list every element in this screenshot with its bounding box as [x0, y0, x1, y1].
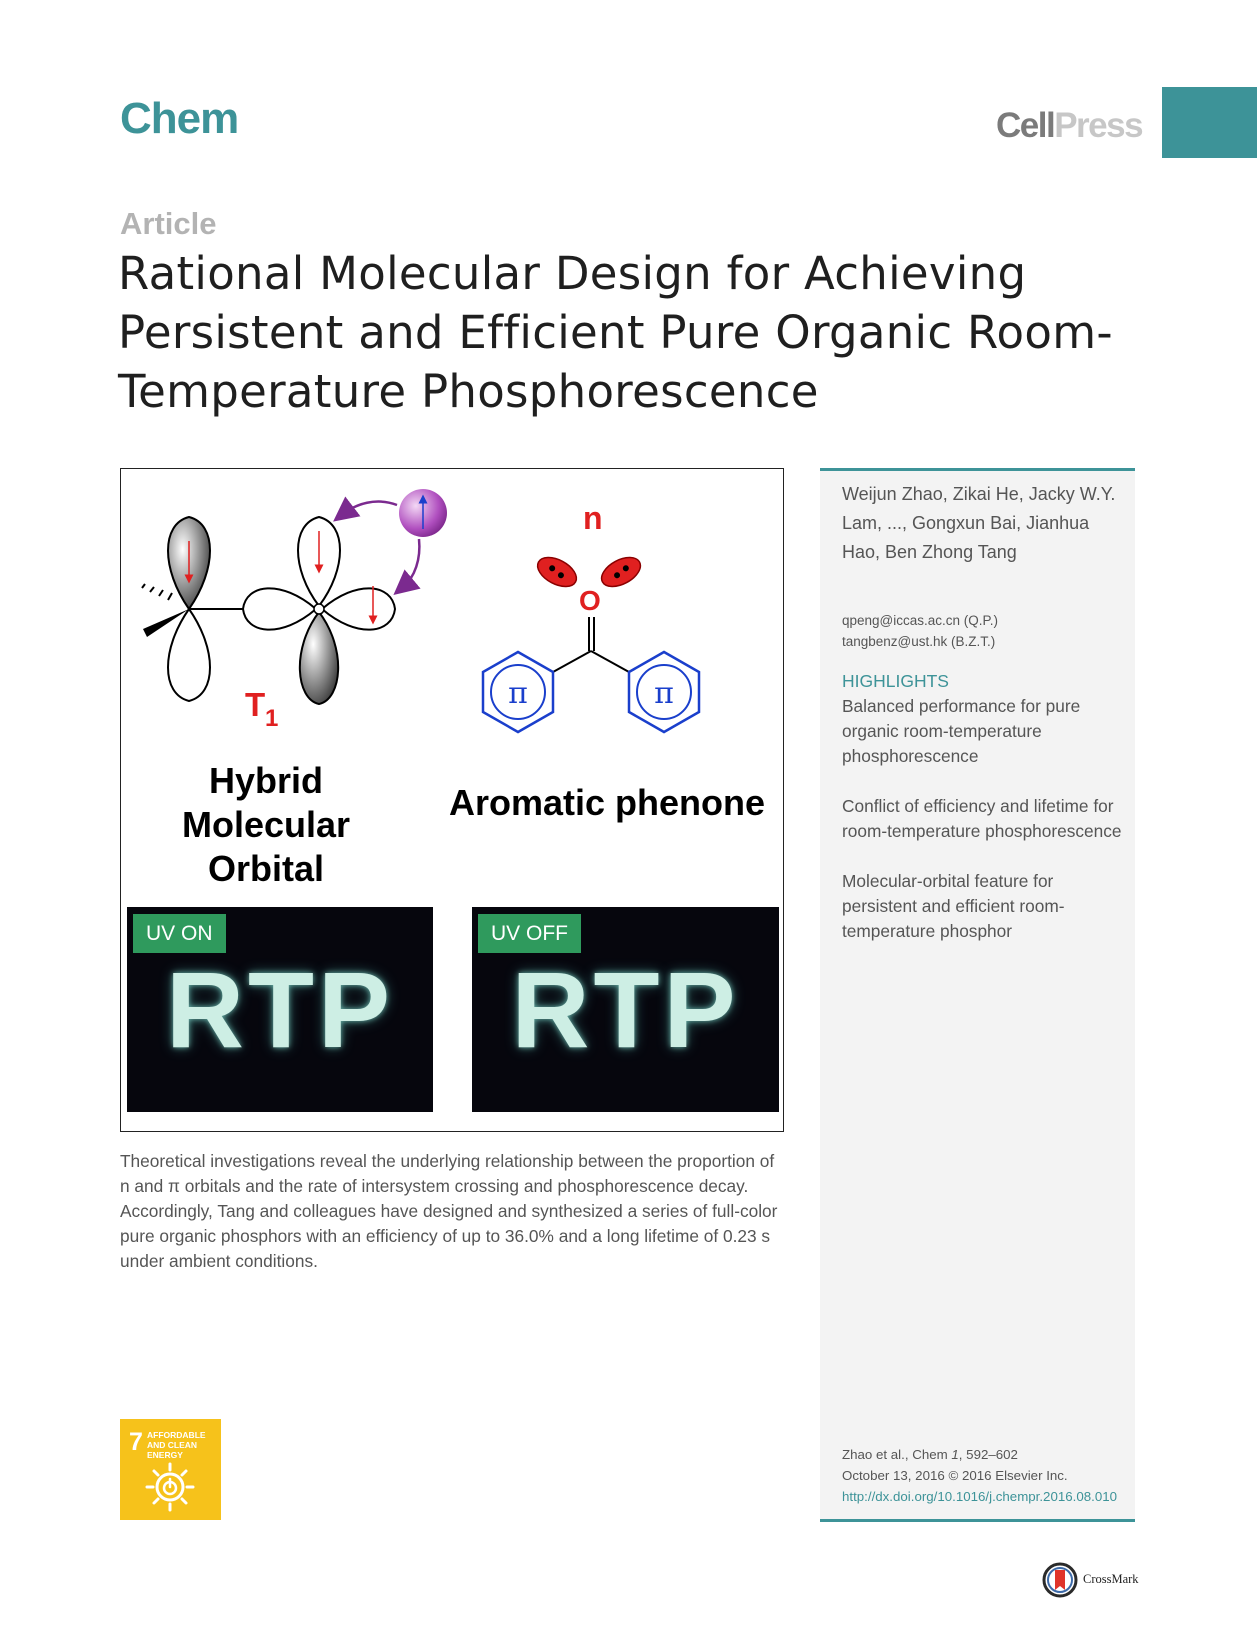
n-orbital-label: n — [583, 500, 603, 536]
right-hybrid-orbital — [243, 517, 395, 704]
article-type-label: Article — [120, 206, 217, 241]
graphical-abstract — [120, 468, 784, 1132]
photo-uv-off — [472, 907, 779, 1112]
highlight-item: Molecular-orbital feature for persistent and efficient room-temperature phosphor — [842, 871, 1065, 941]
email-link-2[interactable]: tangbenz@ust.hk (B.Z.T.) — [842, 634, 996, 649]
uv-off-tag: UV OFF — [478, 914, 581, 953]
uv-on-tag: UV ON — [133, 914, 226, 953]
oxygen-label: O — [579, 585, 601, 616]
sdg-label: AFFORDABLE AND CLEAN ENERGY — [147, 1430, 206, 1460]
publisher-logo-part1: Cell — [996, 106, 1055, 145]
doi-link[interactable]: http://dx.doi.org/10.1016/j.chempr.2016.08.010 — [842, 1489, 1118, 1504]
email-link-1[interactable]: qpeng@iccas.ac.cn (Q.P.) — [842, 613, 999, 628]
pi-label-left: π — [508, 676, 528, 711]
sun-power-icon — [144, 1461, 196, 1513]
publisher-logo-part2: Press — [1054, 106, 1143, 145]
citation-date: October 13, 2016 © 2016 Elsevier Inc. — [842, 1468, 1068, 1483]
crossmark-badge[interactable] — [1042, 1562, 1139, 1598]
highlight-item: Conflict of efficiency and lifetime for room-temperature phosphorescence — [842, 796, 1122, 841]
left-caption-line1: Hybrid — [208, 760, 323, 801]
state-label: T — [245, 686, 266, 723]
right-caption: Aromatic phenone — [448, 782, 766, 823]
citation-volume: 1 — [951, 1447, 959, 1462]
crossmark-label: CrossMark — [1083, 1572, 1139, 1586]
highlight-item: Balanced performance for pure organic room-temperature phosphorescence — [842, 696, 1081, 766]
corner-tab — [1162, 87, 1257, 158]
phenone-structure — [483, 500, 699, 732]
citation-block — [842, 1444, 1117, 1507]
citation-prefix: Zhao et al., Chem — [842, 1447, 952, 1462]
crossmark-icon — [1042, 1562, 1078, 1598]
highlights-list — [842, 694, 1127, 969]
sdg-number: 7 — [129, 1428, 143, 1456]
pi-label-right: π — [654, 676, 674, 711]
author-list: Weijun Zhao, Zikai He, Jacky W.Y. Lam, ..., Gongxun Bai, Jianhua Hao, Ben Zhong Tang — [842, 484, 1116, 562]
rtp-text-uv-off: RTP — [511, 949, 740, 1070]
photo-uv-on — [127, 907, 433, 1112]
publisher-logo[interactable] — [996, 106, 1142, 146]
article-title: Rational Molecular Design for Achieving Persistent and Efficient Pure Organic Room-Temperature Phosphorescence — [118, 247, 1113, 418]
journal-logo[interactable]: Chem — [120, 94, 239, 143]
summary-paragraph: Theoretical investigations reveal the underlying relationship between the proportion of n and π orbitals and the rate of intersystem crossing and phosphorescence decay. Accordingly, Tang and colleagues have designed and synthesized a series of full-color pure organic phosphors with an efficiency of up to 36.0% and a long lifetime of 0.23 s under ambient conditions. — [120, 1151, 778, 1271]
citation-line — [842, 1444, 1117, 1465]
correspondence-emails — [842, 610, 998, 652]
left-caption-line2: Molecular Orbital — [181, 804, 351, 889]
state-subscript: 1 — [265, 705, 279, 732]
rtp-text-uv-on: RTP — [166, 949, 394, 1070]
citation-pages: , 592–602 — [958, 1447, 1018, 1462]
highlights-heading: HIGHLIGHTS — [842, 671, 949, 691]
left-carbon-orbital — [142, 517, 246, 701]
sdg-badge[interactable] — [120, 1419, 221, 1520]
